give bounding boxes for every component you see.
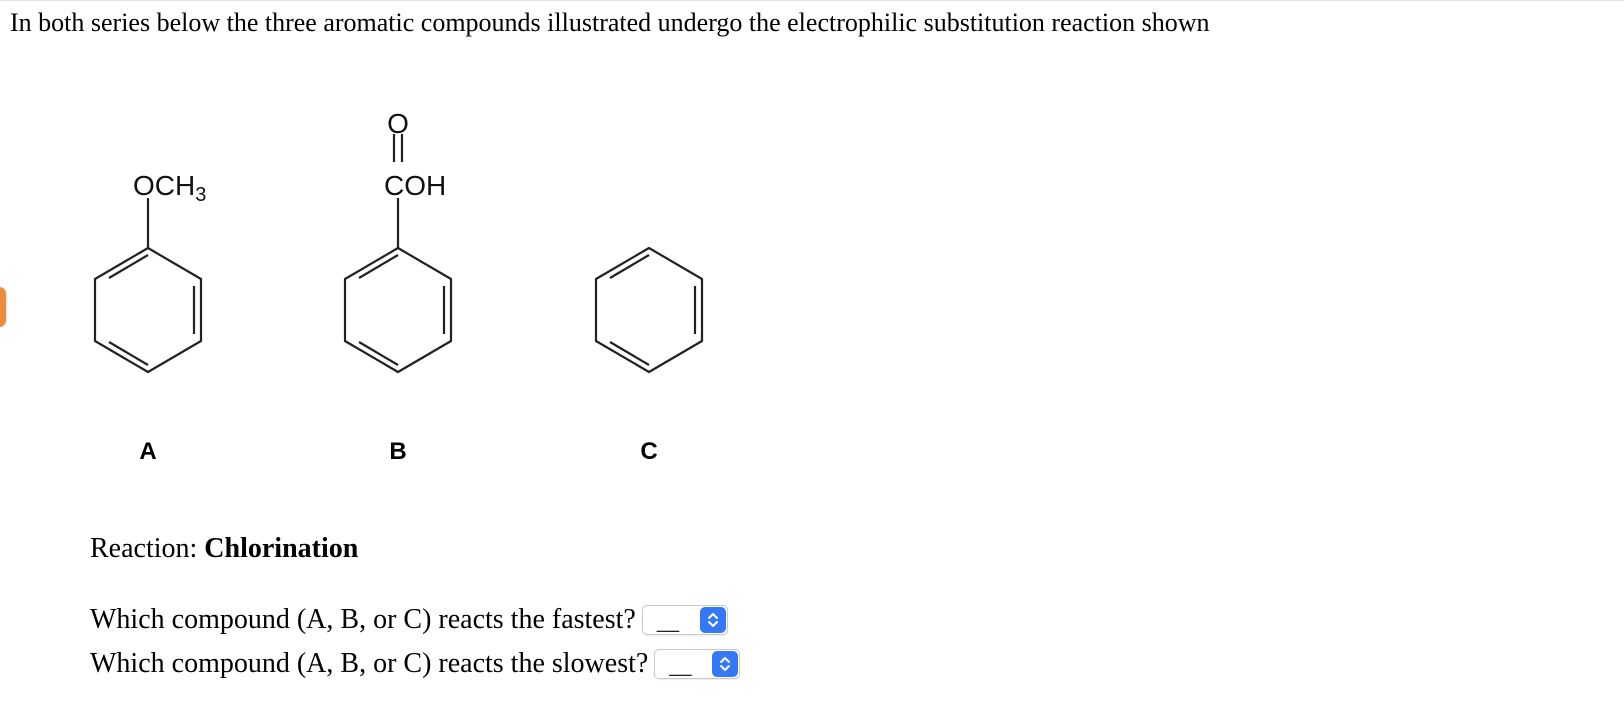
question-fastest	[90, 602, 728, 638]
substituent-formula: $OCH_3$	[133, 170, 207, 206]
reaction-name: Chlorination	[204, 533, 359, 564]
question-slowest-text: Which compound (A, B, or C) reacts the slowest?	[90, 648, 649, 679]
molecule-label-b: B	[389, 438, 407, 465]
molecule-c	[0, 100, 760, 390]
substituent-formula: COH	[384, 170, 447, 201]
reaction-prefix: Reaction:	[90, 533, 205, 564]
fastest-select-value: __	[656, 611, 680, 633]
benzene-ring	[596, 248, 702, 372]
molecule-label-c: C	[640, 438, 658, 465]
question-fastest-text: Which compound (A, B, or C) reacts the fastest?	[90, 604, 636, 635]
slowest-select-value: __	[669, 655, 692, 677]
chevron-up-down-icon	[700, 607, 726, 633]
intro-text: In both series below the three aromatic compounds illustrated undergo the electrophilic substitution reaction shown	[10, 8, 1210, 37]
fastest-select[interactable]	[642, 605, 728, 635]
reaction-line	[90, 531, 358, 567]
carbonyl-oxygen: O	[387, 108, 409, 139]
question-slowest	[90, 646, 740, 682]
slowest-select[interactable]	[654, 649, 740, 679]
chevron-up-down-icon	[712, 651, 738, 677]
molecule-label-a: A	[139, 438, 157, 465]
top-divider	[0, 0, 1624, 1]
